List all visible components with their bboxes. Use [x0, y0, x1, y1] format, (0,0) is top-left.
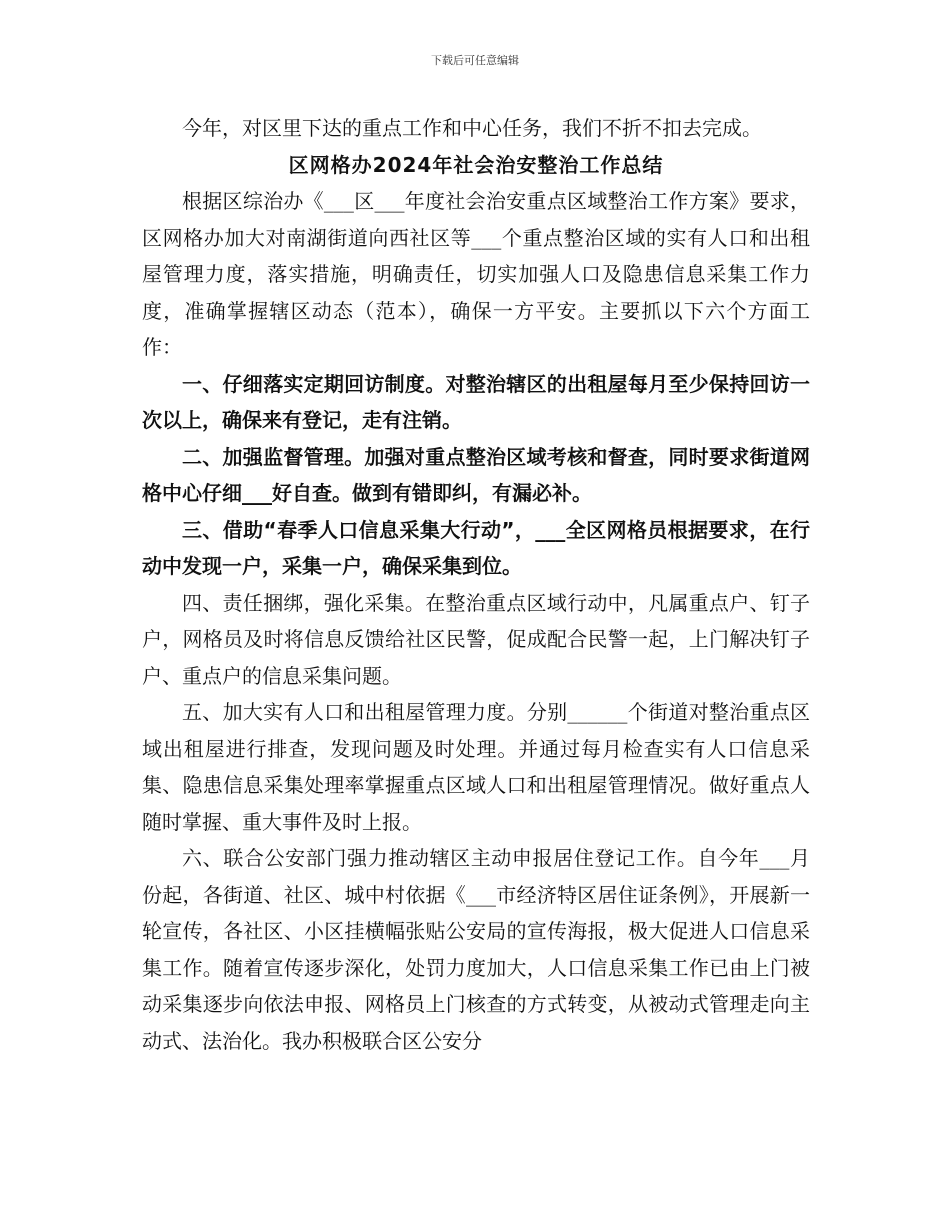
paragraph-item-6: 六、联合公安部门强力推动辖区主动申报居住登记工作。自今年___月份起，各街道、社区、城中村依据《___市经济特区居住证条例》，开展新一轮宣传，各社区、小区挂横幅张贴公安局的宣传海报，极大促进人口信息采集工作。随着宣传逐步深化，处罚力度加大，人口信息采集工作已由上门被动采集逐步向依法申报、网格员上门核查的方式转变，从被动式管理走向主动式、法治化。我办积极联合区公安分 [142, 846, 810, 1053]
document-title: 区网格办2024年社会治安整治工作总结 [288, 152, 664, 177]
intro-line: 今年，对区里下达的重点工作和中心任务，我们不折不扣去完成。 [182, 116, 762, 140]
paragraph-item-1: 一、仔细落实定期回访制度。对整治辖区的出租屋每月至少保持回访一次以上，确保来有登记，走有注销。 [142, 371, 810, 432]
paragraph-intro: 根据区综治办《___区___年度社会治安重点区域整治工作方案》要求，区网格办加大对南湖街道向西社区等___个重点整治区域的实有人口和出租屋管理力度，落实措施，明确责任，切实加强人口及隐患信息采集工作力度，准确掌握辖区动态（范本），确保一方平安。主要抓以下六个方面工作： [142, 189, 810, 359]
paragraph-item-5: 五、加大实有人口和出租屋管理力度。分别______个街道对整治重点区域出租屋进行排查，发现问题及时处理。并通过每月检查实有人口信息采集、隐患信息采集处理率掌握重点区域人口和出租屋管理情况。做好重点人随时掌握、重大事件及时上报。 [142, 700, 810, 834]
paragraph-item-3: 三、借助“春季人口信息采集大行动”，___全区网格员根据要求，在行动中发现一户，采集一户，确保采集到位。 [142, 517, 810, 578]
paragraph-item-4: 四、责任捆绑，强化采集。在整治重点区域行动中，凡属重点户、钉子户，网格员及时将信息反馈给社区民警，促成配合民警一起，上门解决钉子户、重点户的信息采集问题。 [142, 590, 810, 688]
document-body [142, 110, 810, 1059]
page-header-note: 下载后可任意编辑 [431, 54, 519, 67]
paragraph-item-2: 二、加强监督管理。加强对重点整治区域考核和督查，同时要求街道网格中心仔细___好自查。做到有错即纠，有漏必补。 [142, 444, 810, 505]
